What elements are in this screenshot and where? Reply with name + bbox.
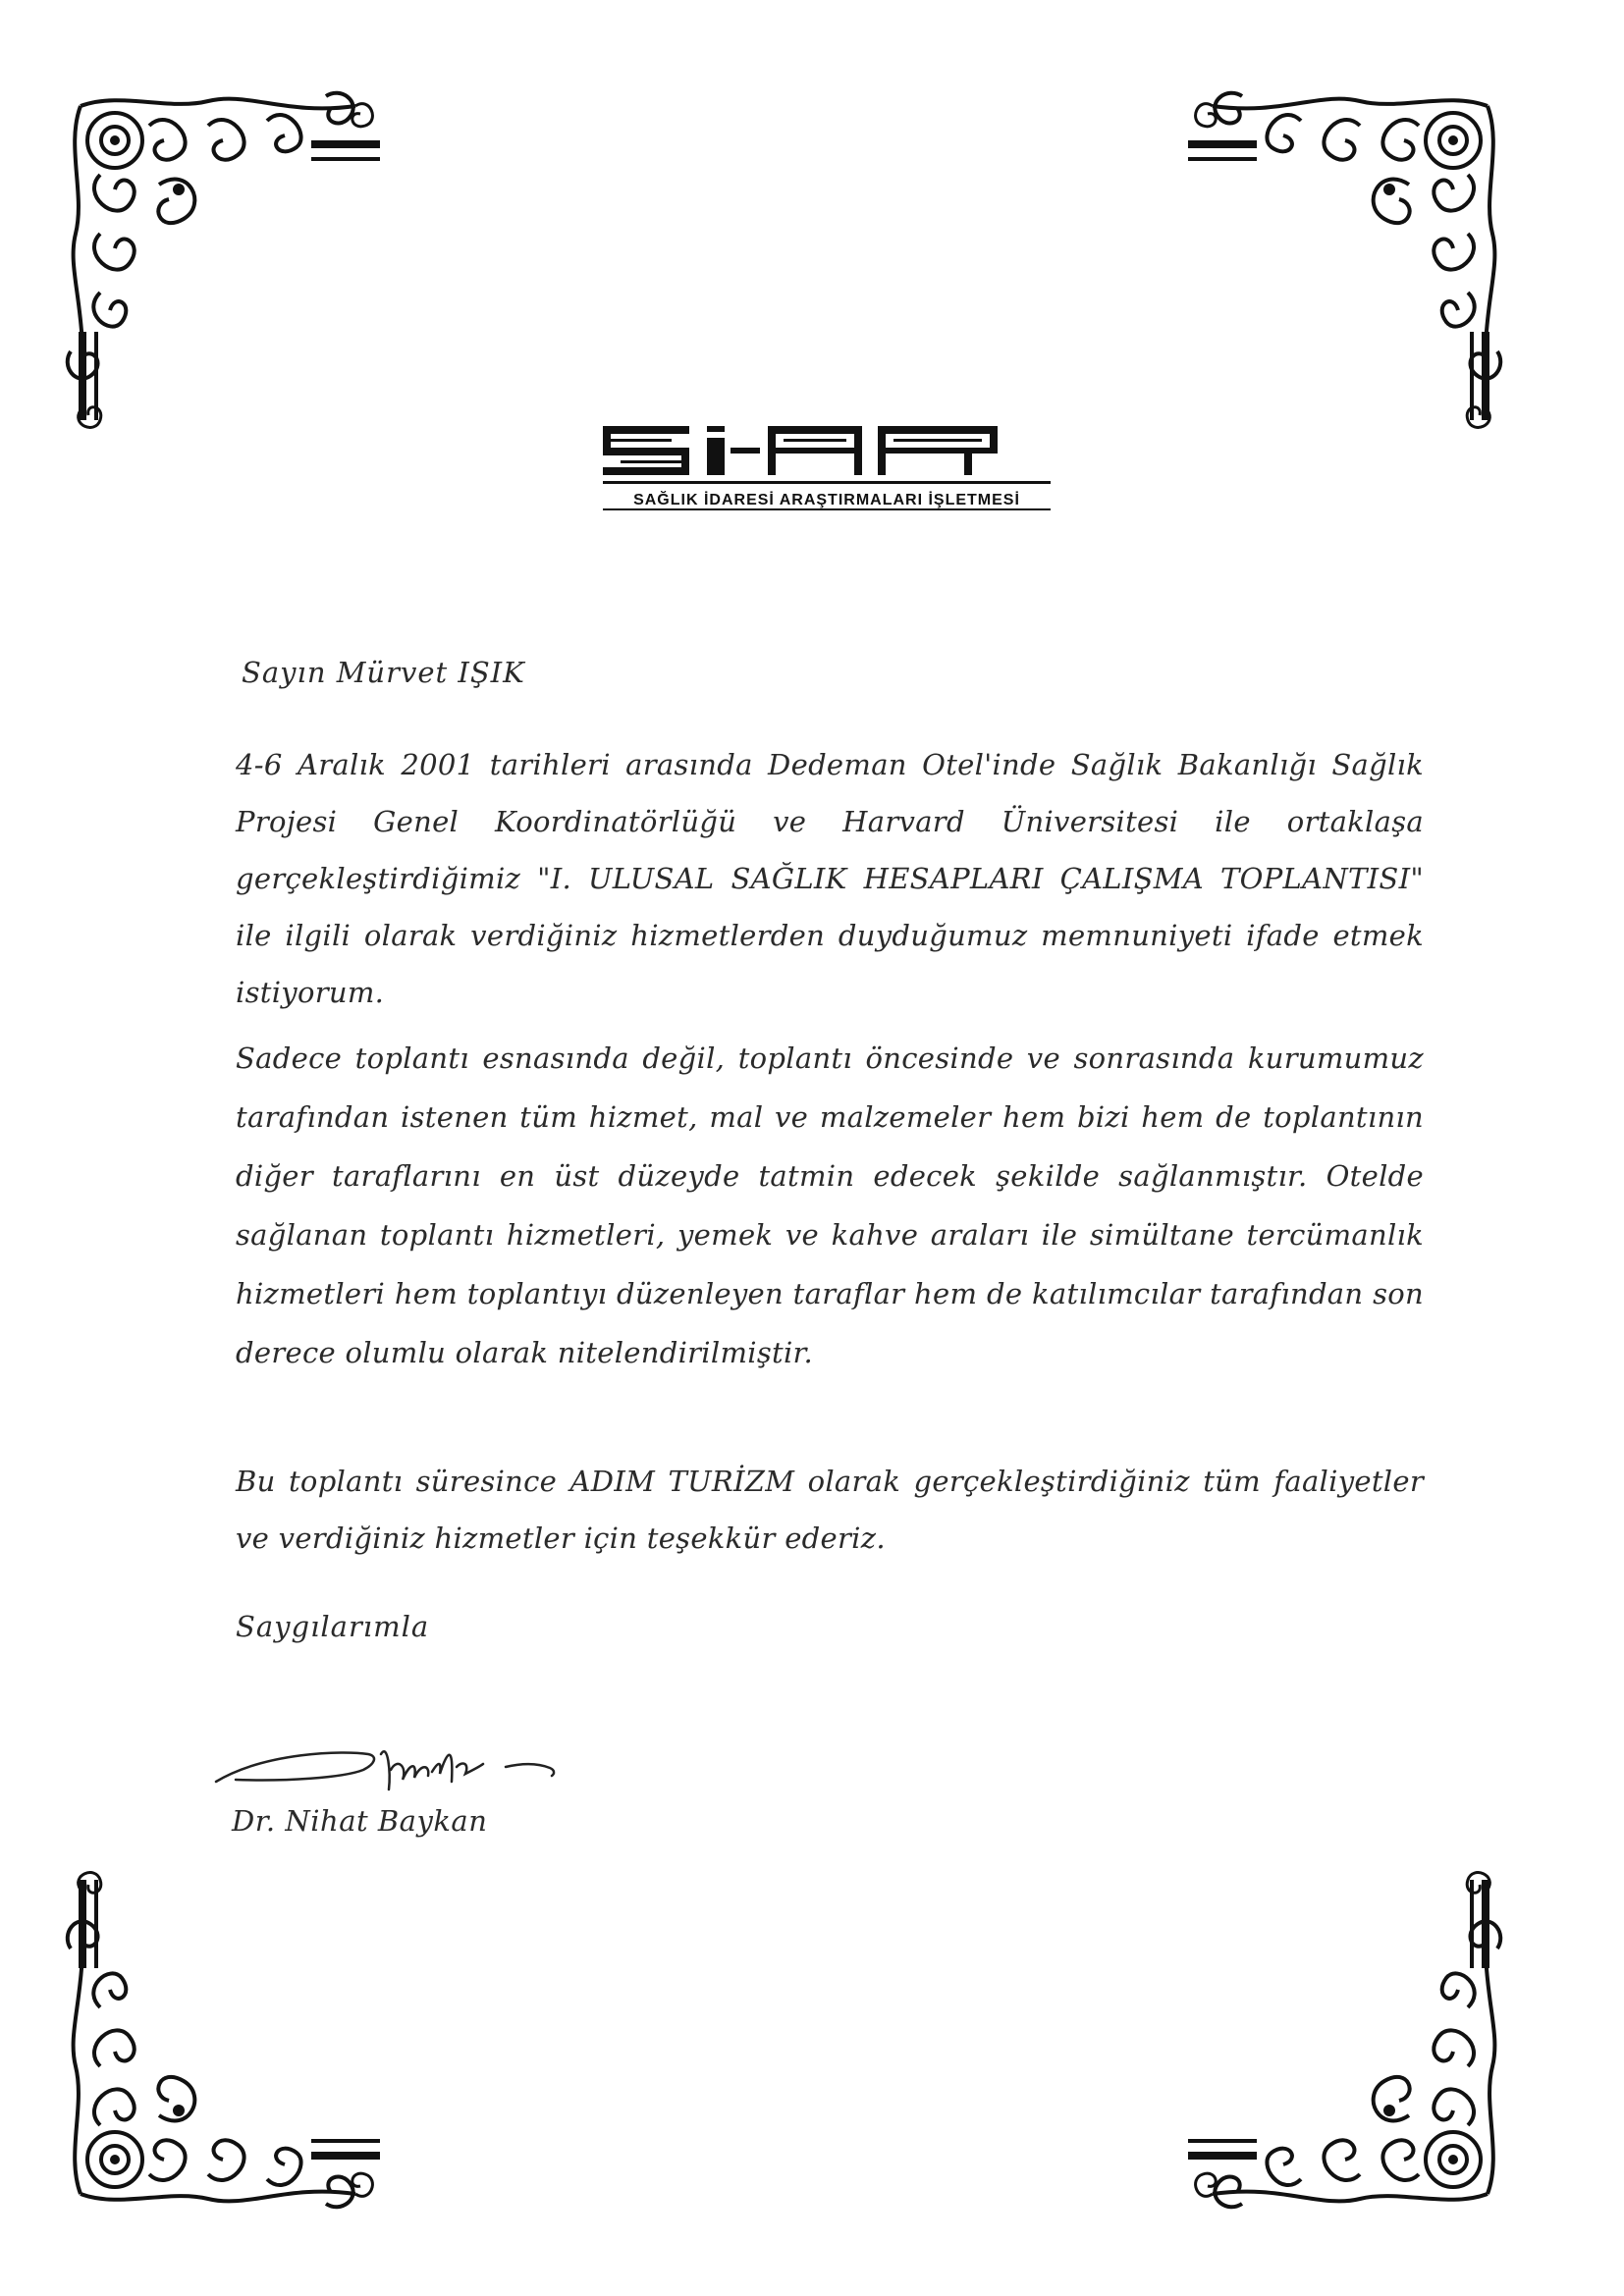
ornament-icon (1183, 86, 1507, 440)
paragraph-1: 4-6 Aralık 2001 tarihleri arasında Dedeman Otel'inde Sağlık Bakanlığı Sağlık Projesi Genel Koordinatörlüğü ve Harvard Üniversitesi ile ortaklaşa gerçekleştirdiğimiz "I. ULUSAL SAĞLIK HESAPLARI ÇALIŞMA TOPLANTISI" ile ilgili olarak verdiğiniz hizmetlerden duyduğumuz memnuniyeti ifade etmek istiyorum. (236, 748, 1424, 1009)
siar-logo (601, 418, 1053, 516)
corner-ornament-top-right (1183, 86, 1507, 440)
org-name: SAĞLIK İDARESİ ARAŞTIRMALARI İŞLETMESİ (633, 492, 1020, 508)
corner-ornament-bottom-right (1183, 1860, 1507, 2214)
ornament-icon (61, 86, 385, 440)
corner-ornament-bottom-left (61, 1860, 385, 2214)
siar-logo-icon (601, 418, 1053, 516)
ornament-icon (1183, 1860, 1507, 2214)
ornament-icon (61, 1860, 385, 2214)
corner-ornament-top-left (61, 86, 385, 440)
paragraph-3: Bu toplantı süresince ADIM TURİZM olarak gerçekleştirdiğiniz tüm faaliyetler ve verdiğiniz hizmetler için teşekkür ederiz. (236, 1465, 1424, 1555)
salutation: Sayın Mürvet IŞIK (242, 656, 525, 689)
signer-name: Dr. Nihat Baykan (232, 1804, 488, 1838)
closing: Saygılarımla (236, 1610, 430, 1643)
paragraph-2: Sadece toplantı esnasında değil, toplantı öncesinde ve sonrasında kurumumuz tarafından istenen tüm hizmet, mal ve malzemeler hem bizi hem de toplantının diğer taraflarını en üst düzeyde tatmin edecek şekilde sağlanmıştır. Otelde sağlanan toplantı hizmetleri, yemek ve kahve araları ile simültane tercümanlık hizmetleri hem toplantıyı düzenleyen taraflar hem de katılımcılar tarafından son derece olumlu olarak nitelendirilmiştir. (236, 1041, 1424, 1369)
